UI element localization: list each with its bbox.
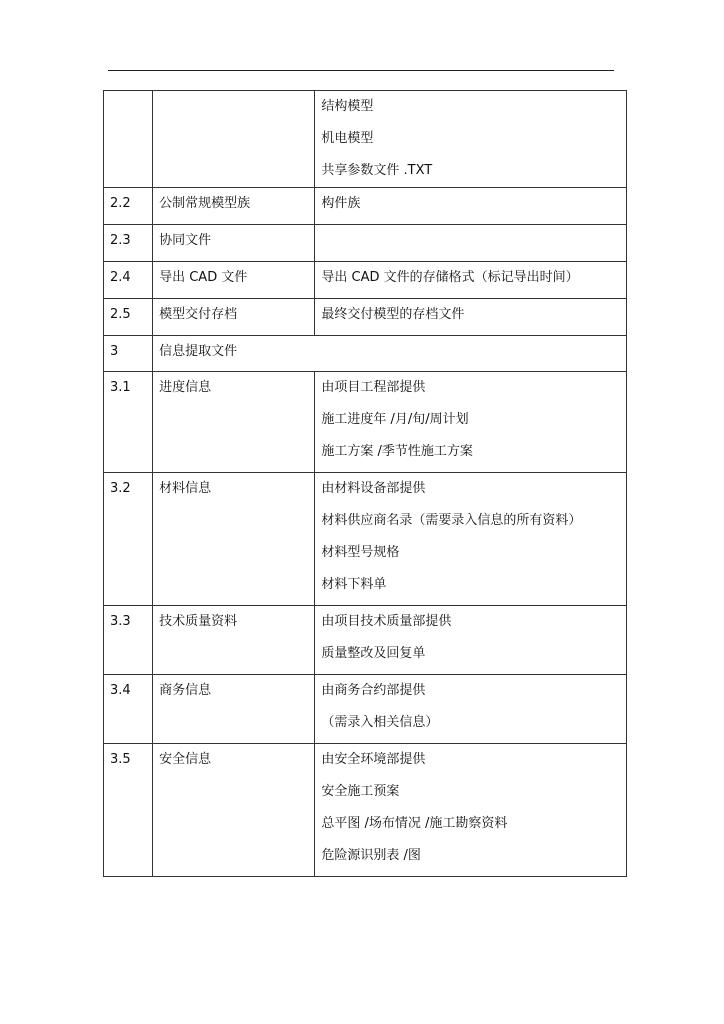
table-row (104, 473, 627, 606)
row-number-cell: 3.5 (104, 744, 153, 877)
row-number-cell: 2.4 (104, 262, 153, 299)
table-row (104, 336, 627, 372)
table-row (104, 91, 627, 188)
row-name-cell: 公制常规模型族 (153, 188, 315, 225)
desc-line: （需录入相关信息） (321, 715, 439, 730)
desc-line: 材料下料单 (321, 577, 387, 592)
row-name-cell: 模型交付存档 (153, 299, 315, 336)
info-table (103, 90, 627, 877)
desc-line: 由安全环境部提供 (321, 752, 426, 767)
row-number-cell: 2.5 (104, 299, 153, 336)
desc-line: 安全施工预案 (321, 784, 400, 799)
desc-line: 共享参数文件 .TXT (321, 163, 433, 178)
desc-line: 机电模型 (321, 131, 374, 146)
row-desc-cell (315, 606, 627, 675)
desc-line: 由商务合约部提供 (321, 683, 426, 698)
table-row (104, 372, 627, 473)
table-row (104, 225, 627, 262)
row-desc-cell: 构件族 (315, 188, 627, 225)
desc-line: 由材料设备部提供 (321, 481, 426, 496)
row-name-cell (153, 91, 315, 188)
row-number-cell: 3.1 (104, 372, 153, 473)
table-row (104, 262, 627, 299)
row-number-cell: 3.4 (104, 675, 153, 744)
row-name-cell: 安全信息 (153, 744, 315, 877)
table-row (104, 188, 627, 225)
desc-line: 施工进度年 /月/旬/周计划 (321, 412, 469, 427)
row-desc-cell (315, 91, 627, 188)
desc-line: 材料型号规格 (321, 545, 400, 560)
row-name-cell: 进度信息 (153, 372, 315, 473)
row-number-cell: 2.3 (104, 225, 153, 262)
row-number-cell: 3 (104, 336, 153, 372)
desc-line: 材料供应商名录（需要录入信息的所有资料） (321, 513, 582, 528)
desc-line: 由项目工程部提供 (321, 380, 426, 395)
row-desc-cell (315, 225, 627, 262)
table-row (104, 299, 627, 336)
row-number-cell (104, 91, 153, 188)
row-name-cell: 商务信息 (153, 675, 315, 744)
row-number-cell: 3.3 (104, 606, 153, 675)
row-desc-cell (315, 675, 627, 744)
row-name-cell: 协同文件 (153, 225, 315, 262)
row-name-cell: 技术质量资料 (153, 606, 315, 675)
desc-line: 质量整改及回复单 (321, 646, 426, 661)
desc-line: 危险源识别表 /图 (321, 848, 421, 863)
desc-line: 施工方案 /季节性施工方案 (321, 444, 473, 459)
row-name-cell: 材料信息 (153, 473, 315, 606)
row-desc-cell: 最终交付模型的存档文件 (315, 299, 627, 336)
table-row (104, 606, 627, 675)
row-name-cell: 导出 CAD 文件 (153, 262, 315, 299)
row-desc-cell: 导出 CAD 文件的存储格式（标记导出时间） (315, 262, 627, 299)
table-row (104, 675, 627, 744)
desc-line: 由项目技术质量部提供 (321, 614, 452, 629)
row-desc-cell (315, 744, 627, 877)
row-desc-cell (315, 473, 627, 606)
header-rule (108, 70, 614, 71)
row-desc-cell (315, 372, 627, 473)
desc-line: 总平图 /场布情况 /施工勘察资料 (321, 816, 508, 831)
row-number-cell: 3.2 (104, 473, 153, 606)
row-name-cell: 信息提取文件 (153, 336, 627, 372)
row-number-cell: 2.2 (104, 188, 153, 225)
desc-line: 结构模型 (321, 99, 374, 114)
table-row (104, 744, 627, 877)
